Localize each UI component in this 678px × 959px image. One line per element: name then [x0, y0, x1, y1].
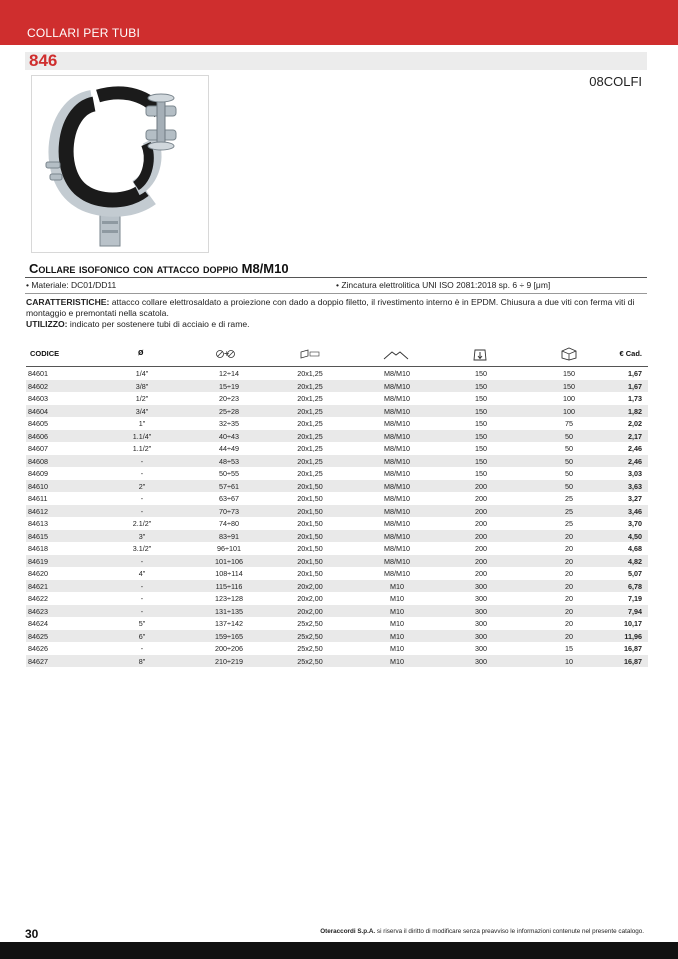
- cell-code: 84619: [28, 556, 48, 566]
- cell-code: 84607: [28, 444, 48, 453]
- cell-band: 20x1,50: [297, 519, 323, 528]
- cell-code: 84621: [28, 581, 48, 591]
- cell-box-qty: 20: [565, 594, 573, 603]
- cell-range: 57÷61: [219, 481, 239, 491]
- cell-price: 3,70: [628, 519, 642, 528]
- cell-code: 84613: [28, 519, 48, 528]
- cell-range: 70÷73: [219, 506, 239, 516]
- cell-box-qty: 50: [565, 444, 573, 453]
- table-header: [26, 344, 648, 367]
- cell-band: 25x2,50: [297, 656, 323, 666]
- cell-range: 25÷28: [219, 406, 239, 416]
- cell-thread: M8/M10: [384, 381, 410, 391]
- cell-range: 15÷19: [219, 381, 239, 391]
- cell-box-qty: 20: [565, 544, 573, 553]
- cell-price: 4,68: [628, 544, 642, 553]
- cell-code: 84602: [28, 381, 48, 391]
- cell-load: 150: [475, 369, 487, 378]
- cell-box-qty: 50: [565, 431, 573, 441]
- cell-box-qty: 25: [565, 506, 573, 516]
- cell-range: 115÷116: [215, 581, 243, 591]
- cell-range: 210÷219: [215, 656, 243, 666]
- cell-load: 150: [475, 456, 487, 466]
- footer-company: Oteraccordi S.p.A.: [320, 928, 376, 935]
- cell-thread: M10: [390, 581, 404, 591]
- cell-thread: M8/M10: [384, 469, 410, 478]
- cell-band: 20x1,50: [297, 544, 323, 553]
- cell-box-qty: 50: [565, 481, 573, 491]
- cell-thread: M8/M10: [384, 494, 410, 503]
- cell-code: 84618: [28, 544, 48, 553]
- cell-thread: M8/M10: [384, 531, 410, 541]
- cell-load: 200: [475, 556, 487, 566]
- cell-box-qty: 20: [565, 619, 573, 628]
- cell-box-qty: 25: [565, 519, 573, 528]
- cell-thread: M8/M10: [384, 406, 410, 416]
- table-row: [26, 380, 648, 393]
- header-code: CODICE: [30, 349, 60, 358]
- footer-bar: [0, 942, 678, 959]
- cell-load: 200: [475, 519, 487, 528]
- cell-range: 44÷49: [219, 444, 239, 453]
- product-code: 846: [29, 51, 58, 70]
- cell-diameter: -: [140, 456, 144, 466]
- cell-price: 3,03: [628, 469, 642, 478]
- cell-price: 1,73: [628, 394, 642, 403]
- page-number: 30: [25, 927, 39, 941]
- cell-price: 1,82: [628, 406, 642, 416]
- cell-band: 20x1,25: [297, 431, 323, 441]
- cell-range: 131÷135: [215, 606, 243, 616]
- cell-range: 40÷43: [219, 431, 239, 441]
- cell-box-qty: 15: [565, 644, 573, 653]
- table-row: [26, 367, 648, 380]
- cell-band: 20x2,00: [297, 581, 323, 591]
- table-row: [26, 430, 648, 443]
- product-photo: [31, 75, 209, 253]
- cell-code: 84604: [28, 406, 48, 416]
- cell-diameter: -: [140, 594, 144, 603]
- cell-diameter: 1/2": [135, 394, 149, 403]
- table-row: [26, 517, 648, 530]
- cell-price: 5,07: [628, 569, 642, 578]
- cell-code: 84610: [28, 481, 48, 491]
- table-row: [26, 442, 648, 455]
- cell-load: 300: [475, 581, 487, 591]
- cell-code: 84608: [28, 456, 48, 466]
- cell-band: 20x1,25: [297, 419, 323, 428]
- cell-thread: M8/M10: [384, 419, 410, 428]
- footer-disclaimer-text: si riserva il diritto di modificare senza preavviso le informazioni contenute nel presente catalogo.: [375, 928, 644, 935]
- cell-thread: M10: [390, 619, 404, 628]
- product-table: [26, 344, 648, 667]
- cell-diameter: -: [140, 556, 144, 566]
- cell-band: 20x1,50: [297, 556, 323, 566]
- cell-code: 84627: [28, 656, 48, 666]
- cell-band: 20x1,50: [297, 494, 323, 503]
- table-row: [26, 392, 648, 405]
- cell-code: 84625: [28, 631, 48, 641]
- thread-icon: [383, 349, 409, 361]
- table-row: [26, 455, 648, 468]
- cell-load: 300: [475, 619, 487, 628]
- cell-band: 20x1,25: [297, 406, 323, 416]
- cell-box-qty: 20: [565, 531, 573, 541]
- cell-price: 2,17: [628, 431, 642, 441]
- cell-band: 20x1,50: [297, 531, 323, 541]
- product-code-bar: [25, 52, 647, 70]
- cell-band: 20x2,00: [297, 606, 323, 616]
- cell-range: 159÷165: [215, 631, 243, 641]
- cell-band: 20x1,25: [297, 456, 323, 466]
- cell-band: 20x1,25: [297, 394, 323, 403]
- cell-price: 3,27: [628, 494, 642, 503]
- product-title-text: Collare isofonico con attacco doppio: [29, 261, 238, 276]
- cell-code: 84622: [28, 594, 48, 603]
- cell-thread: M8/M10: [384, 394, 410, 403]
- cell-box-qty: 150: [563, 381, 575, 391]
- cell-range: 74÷80: [219, 519, 239, 528]
- cell-load: 200: [475, 569, 487, 578]
- table-row: [26, 505, 648, 518]
- cell-box-qty: 100: [563, 406, 575, 416]
- cell-diameter: 3/4": [135, 406, 149, 416]
- table-row: [26, 480, 648, 493]
- cell-thread: M10: [390, 644, 404, 653]
- box-quantity-icon: [561, 347, 577, 361]
- cell-diameter: -: [140, 644, 144, 653]
- cell-load: 150: [475, 469, 487, 478]
- cell-band: 20x1,50: [297, 481, 323, 491]
- cell-thread: M10: [390, 606, 404, 616]
- table-row: [26, 417, 648, 430]
- cell-diameter: -: [140, 469, 144, 478]
- cell-box-qty: 25: [565, 494, 573, 503]
- cell-box-qty: 20: [565, 581, 573, 591]
- cell-box-qty: 20: [565, 569, 573, 578]
- cell-code: 84601: [28, 369, 48, 378]
- cell-code: 84603: [28, 394, 48, 403]
- cell-box-qty: 20: [565, 631, 573, 641]
- cell-range: 123÷128: [215, 594, 243, 603]
- cell-load: 150: [475, 406, 487, 416]
- cell-price: 6,78: [628, 581, 642, 591]
- cell-thread: M8/M10: [384, 519, 410, 528]
- cell-thread: M10: [390, 594, 404, 603]
- cell-band: 25x2,50: [297, 644, 323, 653]
- cell-diameter: 2.1/2": [132, 519, 152, 528]
- cell-price: 10,17: [624, 619, 642, 628]
- cell-diameter: 3": [138, 531, 146, 541]
- cell-thread: M8/M10: [384, 506, 410, 516]
- characteristics-text: attacco collare elettrosaldato a proiezione con dado a doppio filetto, il rivestimento interno è in EPDM. Chiusura a due viti con ferma viti di montaggio e premontati nella scatola.: [26, 297, 635, 318]
- cell-code: 84620: [28, 569, 48, 578]
- cell-price: 2,02: [628, 419, 642, 428]
- cell-band: 20x1,25: [297, 444, 323, 453]
- usage-label: UTILIZZO:: [26, 319, 68, 329]
- cell-range: 137÷142: [215, 619, 243, 628]
- cell-thread: M10: [390, 656, 404, 666]
- cell-code: 84624: [28, 619, 48, 628]
- cell-range: 20÷23: [219, 394, 239, 403]
- cell-range: 50÷55: [219, 469, 239, 478]
- cell-load: 300: [475, 656, 487, 666]
- cell-price: 3,63: [628, 481, 642, 491]
- header-price: € Cad.: [619, 349, 642, 358]
- cell-thread: M8/M10: [384, 481, 410, 491]
- cell-range: 83÷91: [219, 531, 239, 541]
- cell-band: 25x2,50: [297, 631, 323, 641]
- cell-range: 200÷206: [215, 644, 243, 653]
- cell-load: 200: [475, 544, 487, 553]
- table-row: [26, 580, 648, 593]
- cell-band: 20x2,00: [297, 594, 323, 603]
- product-description: [26, 297, 650, 330]
- table-row: [26, 405, 648, 418]
- plating-spec: • Zincatura elettrolitica UNI ISO 2081:2018 sp. 6 ÷ 9 [μm]: [336, 280, 551, 290]
- cell-diameter: 1/4": [135, 369, 149, 378]
- cell-thread: M10: [390, 631, 404, 641]
- cell-diameter: 8": [138, 656, 146, 666]
- cell-thread: M8/M10: [384, 456, 410, 466]
- cell-price: 1,67: [628, 381, 642, 391]
- cell-diameter: 3.1/2": [132, 544, 152, 553]
- cell-load: 200: [475, 531, 487, 541]
- cell-band: 25x2,50: [297, 619, 323, 628]
- table-row: [26, 530, 648, 543]
- cell-thread: M8/M10: [384, 444, 410, 453]
- cell-range: 63÷67: [219, 494, 239, 503]
- pipe-range-icon: [216, 349, 236, 359]
- cell-diameter: 5": [138, 619, 146, 628]
- cell-price: 3,46: [628, 506, 642, 516]
- cell-price: 7,19: [628, 594, 642, 603]
- cell-thread: M8/M10: [384, 569, 410, 578]
- cell-box-qty: 100: [563, 394, 575, 403]
- table-body: [26, 367, 648, 667]
- cell-diameter: -: [140, 606, 144, 616]
- cell-band: 20x1,25: [297, 369, 323, 378]
- cell-load: 300: [475, 631, 487, 641]
- cell-box-qty: 50: [565, 456, 573, 466]
- cell-price: 1,67: [628, 369, 642, 378]
- characteristics-paragraph: [26, 297, 650, 319]
- cell-price: 7,94: [628, 606, 642, 616]
- cell-range: 12÷14: [219, 369, 239, 378]
- table-row: [26, 567, 648, 580]
- cell-box-qty: 20: [565, 556, 573, 566]
- material-spec: • Materiale: DC01/DD11: [26, 280, 117, 290]
- cell-load: 150: [475, 444, 487, 453]
- cell-price: 2,46: [628, 444, 642, 453]
- usage-text: indicato per sostenere tubi di acciaio e di rame.: [67, 319, 250, 329]
- characteristics-label: CARATTERISTICHE:: [26, 297, 110, 307]
- svg-text:÷: ÷: [223, 350, 230, 358]
- cell-thread: M8/M10: [384, 369, 410, 378]
- cell-code: 84623: [28, 606, 48, 616]
- cell-band: 20x1,25: [297, 381, 323, 391]
- cell-thread: M8/M10: [384, 431, 410, 441]
- table-row: [26, 605, 648, 618]
- cell-code: 84611: [28, 494, 48, 503]
- title-divider: [25, 277, 647, 278]
- product-title-thread: M8/M10: [241, 261, 289, 276]
- table-row: [26, 642, 648, 655]
- cell-diameter: 1.1/4": [132, 431, 152, 441]
- cell-band: 20x1,50: [297, 569, 323, 578]
- cell-price: 11,96: [624, 631, 642, 641]
- cell-band: 20x1,50: [297, 506, 323, 516]
- cell-price: 16,87: [624, 656, 642, 666]
- cell-code: 84615: [28, 531, 48, 541]
- cell-box-qty: 50: [565, 469, 573, 478]
- table-row: [26, 492, 648, 505]
- cell-box-qty: 10: [565, 656, 573, 666]
- cell-range: 32÷35: [219, 419, 239, 428]
- product-title: [29, 261, 289, 276]
- usage-paragraph: [26, 319, 650, 330]
- cell-diameter: 1.1/2": [132, 444, 152, 453]
- cell-diameter: 6": [138, 631, 146, 641]
- cell-code: 84609: [28, 469, 48, 478]
- cell-box-qty: 20: [565, 606, 573, 616]
- cell-load: 150: [475, 419, 487, 428]
- cell-band: 20x1,25: [297, 469, 323, 478]
- cell-price: 2,46: [628, 456, 642, 466]
- cell-load: 300: [475, 644, 487, 653]
- cell-load: 200: [475, 494, 487, 503]
- cell-diameter: -: [140, 494, 144, 503]
- cell-diameter: 2": [138, 481, 146, 491]
- cell-diameter: -: [140, 581, 144, 591]
- table-row: [26, 630, 648, 643]
- cell-price: 4,50: [628, 531, 642, 541]
- cell-box-qty: 150: [563, 369, 575, 378]
- cell-range: 48÷53: [219, 456, 239, 466]
- cell-thread: M8/M10: [384, 544, 410, 553]
- cell-range: 108÷114: [215, 569, 243, 578]
- cell-code: 84612: [28, 506, 48, 516]
- table-row: [26, 617, 648, 630]
- cell-load: 300: [475, 606, 487, 616]
- cell-load: 300: [475, 594, 487, 603]
- table-row: [26, 592, 648, 605]
- band-size-icon: [300, 349, 320, 359]
- cell-diameter: 1": [138, 419, 146, 428]
- spec-divider: [25, 293, 647, 294]
- table-row: [26, 555, 648, 568]
- cell-code: 84606: [28, 431, 48, 441]
- cell-load: 150: [475, 394, 487, 403]
- cell-range: 101÷106: [215, 556, 243, 566]
- footer-disclaimer: [320, 928, 644, 935]
- cell-code: 84605: [28, 419, 48, 428]
- cell-load: 150: [475, 381, 487, 391]
- cell-diameter: -: [140, 506, 144, 516]
- table-row: [26, 655, 648, 668]
- cell-load: 200: [475, 506, 487, 516]
- cell-diameter: 4": [138, 569, 146, 578]
- section-header-bar: [0, 0, 678, 45]
- load-icon: [473, 347, 487, 361]
- cell-range: 96÷101: [217, 544, 241, 553]
- pipe-clamp-image: [32, 76, 208, 252]
- cell-price: 4,82: [628, 556, 642, 566]
- catalog-reference: 08COLFI: [589, 74, 642, 89]
- cell-thread: M8/M10: [384, 556, 410, 566]
- cell-diameter: 3/8": [135, 381, 149, 391]
- cell-price: 16,87: [624, 644, 642, 653]
- cell-load: 200: [475, 481, 487, 491]
- section-title: COLLARI PER TUBI: [27, 26, 141, 40]
- cell-code: 84626: [28, 644, 48, 653]
- header-diameter: ø: [138, 347, 144, 357]
- table-row: [26, 467, 648, 480]
- cell-load: 150: [475, 431, 487, 441]
- cell-box-qty: 75: [565, 419, 573, 428]
- table-row: [26, 542, 648, 555]
